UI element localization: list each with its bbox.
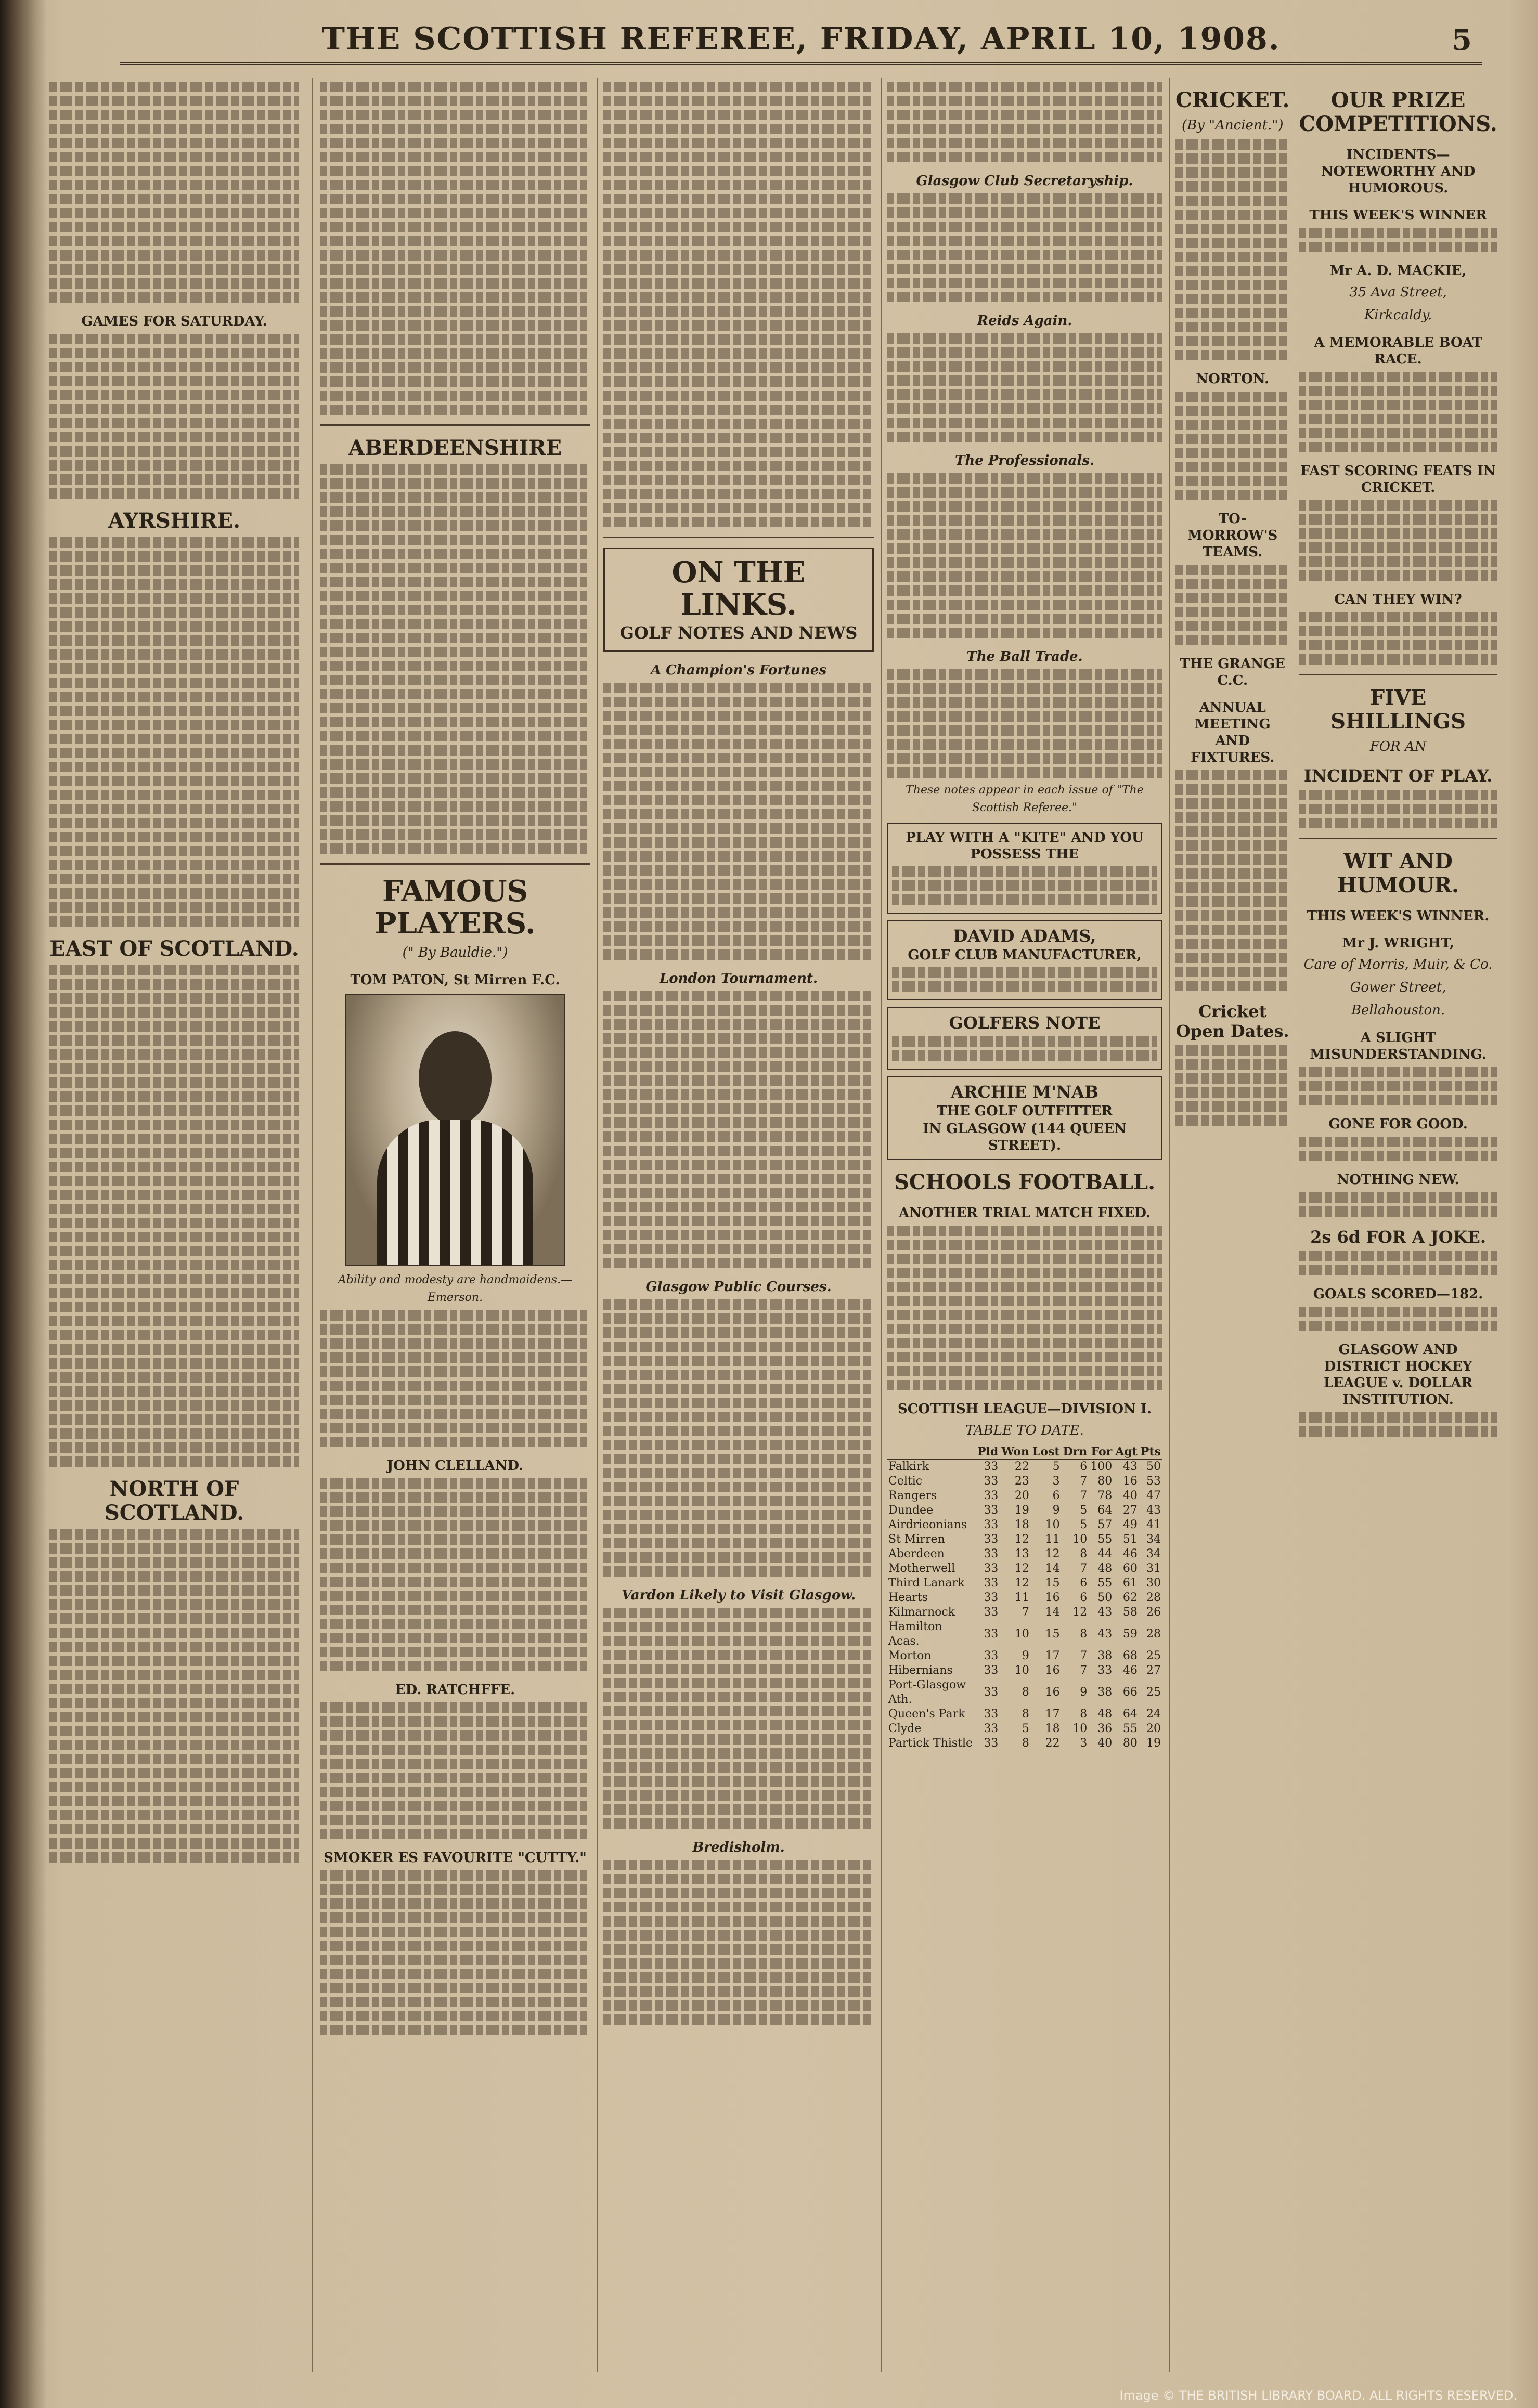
- table-cell: 18: [1014, 1518, 1029, 1531]
- table-cell: 9: [1022, 1649, 1029, 1662]
- table-row: [887, 1503, 1162, 1518]
- table-row: [887, 1460, 1162, 1475]
- table-cell: 33: [984, 1504, 999, 1517]
- table-cell: 7: [1080, 1489, 1088, 1502]
- table-cell: 23: [1014, 1475, 1029, 1488]
- table-cell: 6: [1080, 1577, 1088, 1590]
- table-cell: 25: [1146, 1686, 1161, 1699]
- table-cell: 7: [1080, 1475, 1088, 1488]
- table-row: [887, 1678, 1162, 1707]
- subheading-goals-scored: GOALS SCORED—182.: [1313, 1286, 1483, 1302]
- table-cell: 8: [1022, 1708, 1029, 1721]
- subheading-grange-meeting: ANNUAL MEETING AND FIXTURES.: [1191, 700, 1275, 765]
- table-cell: 64: [1122, 1708, 1138, 1721]
- ad-kite-title: PLAY WITH A "KITE" AND YOU POSSESS THE: [906, 830, 1144, 862]
- table-cell: 30: [1146, 1577, 1161, 1590]
- table-row: [887, 1605, 1162, 1620]
- section-heading-famous-players: FAMOUS PLAYERS.: [374, 874, 536, 941]
- table-cell: 6: [1080, 1591, 1088, 1604]
- table-cell: 61: [1122, 1577, 1138, 1590]
- league-table: [887, 1444, 1162, 1751]
- section-heading-ayrshire: AYRSHIRE.: [108, 509, 240, 533]
- table-cell: 80: [1122, 1737, 1138, 1750]
- subheading-vardon: Vardon Likely to Visit Glasgow.: [621, 1587, 856, 1603]
- table-cell: 31: [1146, 1562, 1161, 1575]
- famous-subject: TOM PATON, St Mirren F.C.: [350, 972, 560, 988]
- section-heading-schools: SCHOOLS FOOTBALL.: [894, 1170, 1155, 1194]
- table-cell: 60: [1122, 1562, 1138, 1575]
- table-row: [887, 1722, 1162, 1736]
- table-cell: 48: [1097, 1562, 1113, 1575]
- table-cell: 12: [1014, 1577, 1029, 1590]
- table-cell: 33: [984, 1628, 999, 1641]
- table-cell: 43: [1097, 1606, 1113, 1619]
- section-heading-links: ON THE LINKS.: [671, 555, 806, 622]
- column-5: [1175, 78, 1497, 2372]
- subheading-fast-scoring: FAST SCORING FEATS IN CRICKET.: [1300, 463, 1496, 496]
- table-cell: Rangers: [888, 1489, 937, 1502]
- table-cell: 49: [1122, 1518, 1138, 1531]
- table-cell: 59: [1122, 1628, 1138, 1641]
- league-table-title: SCOTTISH LEAGUE—DIVISION I.: [897, 1401, 1152, 1417]
- table-cell: 50: [1097, 1591, 1113, 1604]
- table-cell: 43: [1097, 1628, 1113, 1641]
- masthead-title: THE SCOTTISH REFEREE, FRIDAY, APRIL 10, 1908.: [321, 21, 1281, 57]
- table-cell: 6: [1080, 1460, 1088, 1473]
- table-cell: 22: [1045, 1737, 1060, 1750]
- league-header-cell: For: [1089, 1444, 1114, 1460]
- table-cell: 41: [1146, 1518, 1161, 1531]
- ad-archie-trade: THE GOLF OUTFITTER: [937, 1103, 1113, 1119]
- table-cell: 40: [1097, 1737, 1113, 1750]
- table-cell: 33: [984, 1708, 999, 1721]
- subheading-glasgow-club: Glasgow Club Secretaryship.: [916, 173, 1133, 189]
- section-heading-games: GAMES FOR SATURDAY.: [81, 314, 267, 329]
- table-cell: 14: [1045, 1562, 1060, 1575]
- table-cell: 10: [1014, 1628, 1029, 1641]
- section-heading-prize: OUR PRIZE COMPETITIONS.: [1299, 88, 1497, 136]
- wit-winner-address-3: Bellahouston.: [1351, 1003, 1445, 1018]
- subheading-john-clelland: JOHN CLELLAND.: [386, 1458, 524, 1474]
- table-cell: 19: [1014, 1504, 1029, 1517]
- table-cell: Aberdeen: [888, 1547, 945, 1560]
- subheading-london: London Tournament.: [659, 971, 818, 986]
- table-cell: 33: [984, 1533, 999, 1546]
- league-header-cell: Pts: [1139, 1444, 1162, 1460]
- table-row: [887, 1532, 1162, 1547]
- table-cell: 57: [1097, 1518, 1113, 1531]
- notes-footnote: These notes appear in each issue of "The Scottish Referee.": [906, 784, 1144, 814]
- table-row: [887, 1547, 1162, 1561]
- table-cell: 8: [1080, 1628, 1088, 1641]
- table-cell: 25: [1146, 1649, 1161, 1662]
- table-cell: 10: [1014, 1664, 1029, 1677]
- table-cell: 38: [1097, 1649, 1113, 1662]
- competitions-column: [1299, 78, 1497, 2372]
- page-gutter: [0, 0, 47, 2408]
- table-cell: 20: [1146, 1722, 1161, 1735]
- column-rule: [881, 78, 882, 2372]
- table-cell: 11: [1014, 1591, 1029, 1604]
- table-cell: 7: [1080, 1664, 1088, 1677]
- table-cell: 12: [1014, 1562, 1029, 1575]
- ad-archie-name: ARCHIE M'NAB: [951, 1082, 1098, 1102]
- table-cell: 12: [1014, 1533, 1029, 1546]
- table-cell: Airdrieonians: [888, 1518, 967, 1531]
- table-cell: 100: [1090, 1460, 1113, 1473]
- table-cell: 33: [984, 1686, 999, 1699]
- table-cell: 38: [1097, 1686, 1113, 1699]
- table-row: [887, 1489, 1162, 1503]
- ad-david-adams-name: DAVID ADAMS,: [953, 926, 1096, 946]
- table-cell: 46: [1122, 1664, 1138, 1677]
- subheading-bredisholm: Bredisholm.: [692, 1840, 785, 1855]
- player-portrait-photo: [345, 994, 565, 1266]
- table-cell: 16: [1045, 1664, 1060, 1677]
- cricket-column: [1175, 78, 1289, 2372]
- column-1: [49, 78, 299, 2372]
- subheading-misunderstanding: A SLIGHT MISUNDERSTANDING.: [1310, 1030, 1487, 1062]
- league-table-subtitle: TABLE TO DATE.: [965, 1423, 1084, 1438]
- subheading-nothing-new: NOTHING NEW.: [1337, 1172, 1459, 1188]
- table-cell: 28: [1146, 1628, 1161, 1641]
- table-cell: 27: [1146, 1664, 1161, 1677]
- league-header-cell: Won: [1000, 1444, 1031, 1460]
- table-cell: 3: [1052, 1475, 1060, 1488]
- ad-golfers-note-title: GOLFERS NOTE: [949, 1013, 1101, 1033]
- masthead: [120, 16, 1482, 65]
- table-row: [887, 1576, 1162, 1591]
- table-row: [887, 1591, 1162, 1605]
- column-rule: [312, 78, 313, 2372]
- table-cell: 53: [1146, 1475, 1161, 1488]
- table-cell: 14: [1045, 1606, 1060, 1619]
- table-cell: 7: [1080, 1649, 1088, 1662]
- table-cell: 12: [1072, 1606, 1088, 1619]
- subheading-professionals: The Professionals.: [955, 453, 1094, 468]
- section-heading-north: NORTH OF SCOTLAND.: [104, 1477, 244, 1525]
- table-cell: 43: [1146, 1504, 1161, 1517]
- table-cell: 33: [984, 1489, 999, 1502]
- subheading-joke: 2s 6d FOR A JOKE.: [1310, 1227, 1486, 1247]
- table-cell: 18: [1045, 1722, 1060, 1735]
- section-heading-five-shillings: FIVE SHILLINGS: [1330, 685, 1466, 734]
- table-cell: 22: [1014, 1460, 1029, 1473]
- table-cell: 51: [1122, 1533, 1138, 1546]
- table-cell: Clyde: [888, 1722, 922, 1735]
- section-heading-east: EAST OF SCOTLAND.: [49, 936, 299, 961]
- table-cell: 26: [1146, 1606, 1161, 1619]
- table-row: [887, 1620, 1162, 1649]
- table-cell: 20: [1014, 1489, 1029, 1502]
- table-cell: 19: [1146, 1737, 1161, 1750]
- table-cell: 12: [1045, 1547, 1060, 1560]
- subheading-ratchffe: ED. RATCHFFE.: [395, 1682, 515, 1698]
- table-cell: Hamilton Acas.: [888, 1620, 942, 1648]
- subheading-wit-winner: THIS WEEK'S WINNER.: [1307, 908, 1490, 924]
- ad-archie-address: IN GLASGOW (144 QUEEN STREET).: [923, 1121, 1127, 1153]
- table-cell: 6: [1052, 1489, 1060, 1502]
- table-cell: Third Lanark: [888, 1577, 965, 1590]
- subheading-grange: THE GRANGE C.C.: [1180, 656, 1285, 688]
- table-cell: 9: [1080, 1686, 1088, 1699]
- subheading-reids: Reids Again.: [977, 313, 1072, 329]
- table-cell: Celtic: [888, 1475, 923, 1488]
- league-header-cell: Pld: [976, 1444, 1000, 1460]
- table-cell: 46: [1122, 1547, 1138, 1560]
- table-cell: 55: [1122, 1722, 1138, 1735]
- table-cell: 17: [1045, 1708, 1060, 1721]
- table-cell: 16: [1122, 1475, 1138, 1488]
- wit-winner-address-1: Care of Morris, Muir, & Co.: [1303, 957, 1493, 972]
- winner-name: Mr A. D. MACKIE,: [1329, 263, 1467, 279]
- table-cell: 8: [1022, 1737, 1029, 1750]
- table-cell: 50: [1146, 1460, 1161, 1473]
- wit-winner-address-2: Gower Street,: [1350, 980, 1446, 995]
- table-cell: 64: [1097, 1504, 1113, 1517]
- table-cell: 15: [1045, 1628, 1060, 1641]
- column-2: [320, 78, 590, 2372]
- table-cell: Hearts: [888, 1591, 928, 1604]
- table-cell: 47: [1146, 1489, 1161, 1502]
- table-cell: 78: [1097, 1489, 1113, 1502]
- table-cell: 7: [1080, 1562, 1088, 1575]
- table-row: [887, 1518, 1162, 1532]
- table-cell: 8: [1080, 1547, 1088, 1560]
- section-heading-wit: WIT AND HUMOUR.: [1337, 849, 1459, 897]
- table-cell: Falkirk: [888, 1460, 929, 1473]
- table-cell: 33: [984, 1518, 999, 1531]
- table-cell: Partick Thistle: [888, 1737, 973, 1750]
- wit-winner-name: Mr J. WRIGHT,: [1342, 935, 1454, 951]
- table-cell: 33: [984, 1664, 999, 1677]
- league-header-cell: Drn: [1062, 1444, 1089, 1460]
- table-cell: 33: [984, 1591, 999, 1604]
- column-4: [887, 78, 1162, 2372]
- table-cell: 27: [1122, 1504, 1138, 1517]
- table-cell: 16: [1045, 1686, 1060, 1699]
- subheading-smoker: SMOKER ES FAVOURITE "CUTTY.": [324, 1850, 587, 1866]
- table-cell: 16: [1045, 1591, 1060, 1604]
- five-shillings-for: FOR AN: [1369, 739, 1427, 754]
- ad-archie-mnab: [887, 1076, 1162, 1160]
- table-cell: 68: [1122, 1649, 1138, 1662]
- table-cell: Queen's Park: [888, 1708, 965, 1721]
- column-3: [603, 78, 874, 2372]
- table-cell: 33: [984, 1722, 999, 1735]
- table-cell: 33: [984, 1606, 999, 1619]
- table-row: [887, 1474, 1162, 1489]
- table-cell: 33: [984, 1649, 999, 1662]
- links-banner: [603, 548, 874, 652]
- table-cell: 48: [1097, 1708, 1113, 1721]
- table-row: [887, 1707, 1162, 1722]
- table-cell: Hibernians: [888, 1664, 953, 1677]
- table-cell: 11: [1045, 1533, 1060, 1546]
- subheading-incident-play: INCIDENT OF PLAY.: [1303, 766, 1493, 786]
- winner-address-1: 35 Ava Street,: [1349, 284, 1447, 300]
- subheading-ball-trade: The Ball Trade.: [966, 649, 1083, 665]
- table-cell: Dundee: [888, 1504, 934, 1517]
- subheading-cricket-dates: Cricket Open Dates.: [1175, 1001, 1289, 1041]
- ad-kite: [887, 823, 1162, 914]
- table-cell: 10: [1072, 1533, 1088, 1546]
- table-row: [887, 1649, 1162, 1663]
- table-cell: 5: [1080, 1518, 1088, 1531]
- table-cell: 40: [1122, 1489, 1138, 1502]
- table-cell: Motherwell: [888, 1562, 955, 1575]
- subheading-incidents: INCIDENTS—NOTEWORTHY AND HUMOROUS.: [1321, 147, 1476, 196]
- table-cell: 44: [1097, 1547, 1113, 1560]
- table-cell: 8: [1022, 1686, 1029, 1699]
- famous-byline: (" By Bauldie."): [402, 945, 508, 960]
- table-row: [887, 1736, 1162, 1751]
- winner-address-2: Kirkcaldy.: [1364, 307, 1432, 323]
- table-cell: 34: [1146, 1533, 1161, 1546]
- table-cell: 5: [1022, 1722, 1029, 1735]
- subheading-gone-for-good: GONE FOR GOOD.: [1328, 1116, 1468, 1132]
- table-cell: 36: [1097, 1722, 1113, 1735]
- table-row: [887, 1561, 1162, 1576]
- section-heading-aberdeenshire: ABERDEENSHIRE: [348, 436, 562, 460]
- table-cell: 33: [984, 1547, 999, 1560]
- table-cell: 66: [1122, 1686, 1138, 1699]
- column-rule: [597, 78, 598, 2372]
- table-cell: 3: [1080, 1737, 1088, 1750]
- table-cell: 7: [1022, 1606, 1029, 1619]
- subheading-glasgow-public: Glasgow Public Courses.: [645, 1279, 832, 1295]
- cricket-byline: (By "Ancient."): [1181, 118, 1284, 133]
- subheading-golf-notes: GOLF NOTES AND NEWS: [619, 623, 858, 643]
- league-header-cell: [887, 1444, 976, 1460]
- table-cell: 17: [1045, 1649, 1060, 1662]
- page-number: 5: [1452, 23, 1472, 57]
- table-cell: 5: [1052, 1460, 1060, 1473]
- section-heading-cricket: CRICKET.: [1175, 88, 1290, 112]
- table-cell: 58: [1122, 1606, 1138, 1619]
- table-cell: 33: [984, 1460, 999, 1473]
- table-cell: 33: [984, 1562, 999, 1575]
- subheading-tomorrows-teams: TO-MORROW'S TEAMS.: [1187, 511, 1278, 560]
- subheading-boat-race: A MEMORABLE BOAT RACE.: [1314, 335, 1482, 367]
- table-cell: St Mirren: [888, 1533, 945, 1546]
- subheading-champion: A Champion's Fortunes: [650, 662, 827, 678]
- subheading-can-they-win: CAN THEY WIN?: [1334, 592, 1462, 607]
- table-row: [887, 1663, 1162, 1678]
- image-credit: Image © THE BRITISH LIBRARY BOARD. ALL RIGHTS RESERVED.: [1119, 2388, 1517, 2403]
- table-cell: 33: [984, 1577, 999, 1590]
- table-cell: 55: [1097, 1577, 1113, 1590]
- table-cell: 8: [1080, 1708, 1088, 1721]
- table-cell: 43: [1122, 1460, 1138, 1473]
- table-cell: 33: [984, 1475, 999, 1488]
- table-cell: 28: [1146, 1591, 1161, 1604]
- ad-david-adams: [887, 920, 1162, 1000]
- table-cell: Port-Glasgow Ath.: [888, 1678, 966, 1706]
- table-cell: 13: [1014, 1547, 1029, 1560]
- table-cell: 9: [1052, 1504, 1060, 1517]
- table-cell: Morton: [888, 1649, 932, 1662]
- league-header-cell: Lost: [1031, 1444, 1062, 1460]
- table-cell: 62: [1122, 1591, 1138, 1604]
- table-cell: 24: [1146, 1708, 1161, 1721]
- subheading-week-winner: THIS WEEK'S WINNER: [1309, 207, 1487, 223]
- table-cell: 15: [1045, 1577, 1060, 1590]
- table-cell: 80: [1097, 1475, 1113, 1488]
- table-cell: Kilmarnock: [888, 1606, 955, 1619]
- table-cell: 55: [1097, 1533, 1113, 1546]
- table-cell: 33: [1097, 1664, 1113, 1677]
- ad-golfers-note: [887, 1007, 1162, 1070]
- photo-caption: Ability and modesty are handmaidens.—Emerson.: [338, 1273, 573, 1304]
- table-cell: 10: [1072, 1722, 1088, 1735]
- table-cell: 34: [1146, 1547, 1161, 1560]
- table-cell: 5: [1080, 1504, 1088, 1517]
- column-rule: [1169, 78, 1170, 2372]
- table-cell: 10: [1045, 1518, 1060, 1531]
- subheading-hockey: GLASGOW AND DISTRICT HOCKEY LEAGUE v. DOLLAR INSTITUTION.: [1323, 1342, 1473, 1408]
- ad-david-adams-trade: GOLF CLUB MANUFACTURER,: [908, 947, 1142, 963]
- table-cell: 33: [984, 1737, 999, 1750]
- subheading-norton: NORTON.: [1196, 371, 1270, 387]
- league-header-cell: Agt: [1114, 1444, 1139, 1460]
- subheading-trial: ANOTHER TRIAL MATCH FIXED.: [898, 1205, 1151, 1221]
